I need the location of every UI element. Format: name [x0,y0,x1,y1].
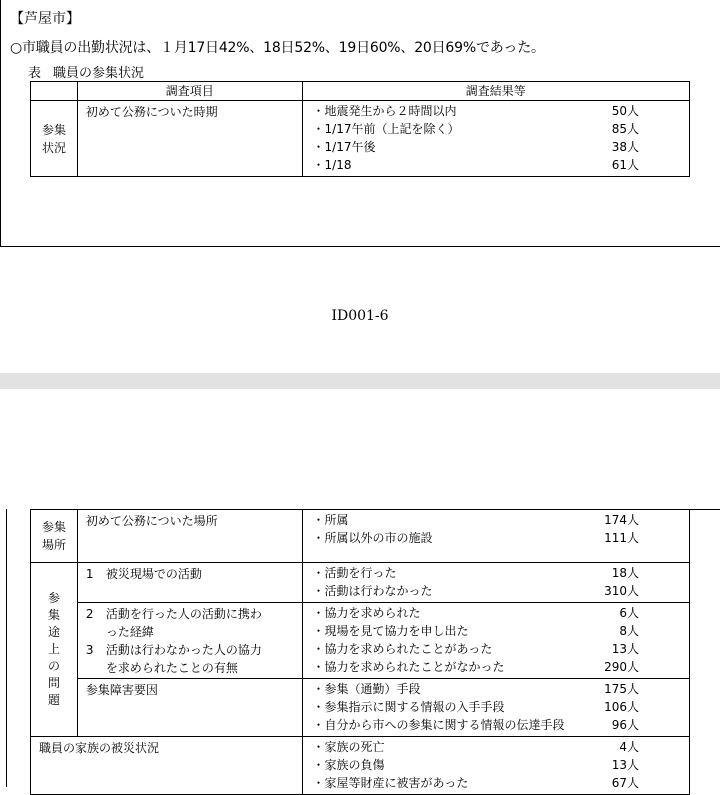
item-line [86,605,302,623]
result-count: 106人 [604,700,639,714]
result-cell [302,563,689,603]
item-cell: 参集障害要因 [77,679,302,737]
result-row [313,604,689,622]
table-row [31,510,690,563]
result-label: ・現場を見て協力を申し出た [312,624,469,638]
table-row [31,101,690,177]
result-row [313,716,689,734]
result-count: 13人 [611,642,639,656]
result-count: 174人 [604,513,639,527]
item-line [86,641,302,659]
result-label: ・家族の死亡 [312,740,385,754]
table-row [31,603,690,679]
item-label: 被災現場での活動 [105,567,202,581]
item-number: 1 [85,567,94,581]
table-row [31,679,690,737]
result-label: ・活動は行わなかった [312,584,433,598]
result-row [313,738,689,756]
item-line: を求められたことの有無 [105,661,238,675]
result-row [313,622,689,640]
result-label: ・自分から市への参集に関する情報の伝達手段 [312,718,565,732]
assembly-status-table [30,81,690,177]
table-row [31,563,690,603]
result-row [313,698,689,716]
result-count: 13人 [611,758,639,772]
result-label: ・参集指示に関する情報の入手手段 [312,700,505,714]
result-label: ・地震発生から２時間以内 [312,104,457,118]
category-cell [31,510,78,563]
result-row [313,582,689,600]
result-label: ・所属以外の市の施設 [312,531,433,545]
lower-page-left-border [6,509,7,787]
item-cell [77,563,302,603]
item-cell [77,603,302,679]
lower-page-top-border [690,509,720,510]
result-row [313,774,689,792]
result-row [313,680,689,698]
caption-title: 職員の参集状況 [53,66,145,81]
item-label: 活動を行った人の活動に携わ [105,607,262,621]
result-label: ・1/17午後 [312,140,376,154]
item-cell: 初めて公務についた場所 [77,510,302,563]
item-label: 活動は行わなかった人の協力 [105,643,262,657]
result-label: ・協力を求められたことがあった [312,642,493,656]
result-count: 50人 [611,104,639,118]
header-item: 調査項目 [77,82,302,101]
result-cell [302,679,689,737]
result-row [313,120,689,138]
item-cell: 初めて公務についた時期 [77,101,302,177]
result-cell [302,510,689,563]
result-row [313,640,689,658]
category-char: 問 [47,676,60,690]
caption-prefix: 表 [28,66,42,81]
item-number: 2 [85,607,94,621]
category-line: 場所 [41,538,66,552]
result-count: 8人 [619,624,639,638]
result-row [313,529,689,547]
table-header-row [31,82,690,101]
table-caption [28,62,156,81]
result-count: 111人 [604,531,639,545]
result-row [313,138,689,156]
result-row [313,564,689,582]
result-label: ・参集（通勤）手段 [312,682,421,696]
table-row [31,737,690,795]
page-separator [0,373,720,389]
category-char: の [47,659,60,673]
city-header: 【芦屋市】 [10,11,80,27]
item-number: 3 [85,643,94,657]
result-count: 175人 [604,682,639,696]
upper-page [0,0,720,248]
category-char: 題 [47,693,60,707]
result-label: ・1/17午前（上記を除く） [312,122,460,136]
result-cell [302,603,689,679]
result-row [313,658,689,676]
result-count: 67人 [611,776,639,790]
assembly-details-table [30,509,690,795]
category-char: 途 [47,625,60,639]
attendance-statement: ○市職員の出勤状況は、１月17日42%、18日52%、19日60%、20日69%であった。 [10,40,545,56]
header-spacer [31,82,78,101]
category-char: 参 [47,591,60,605]
result-cell [302,737,689,795]
result-count: 61人 [611,158,639,172]
result-count: 6人 [619,606,639,620]
category-line: 参集 [41,122,66,137]
result-count: 310人 [604,584,639,598]
category-char: 集 [47,608,60,622]
result-count: 96人 [611,718,639,732]
result-count: 290人 [604,660,639,674]
result-label: ・家族の負傷 [312,758,385,772]
result-label: ・協力を求められた [312,606,421,620]
item-cell: 職員の家族の被災状況 [31,737,303,795]
result-cell [302,101,689,177]
result-row [313,511,689,529]
category-line: 参集 [41,520,66,534]
result-count: 4人 [619,740,639,754]
result-count: 85人 [611,122,639,136]
category-line: 状況 [41,140,66,155]
item-line: った経緯 [105,625,154,639]
result-label: ・1/18 [312,158,352,172]
category-cell [31,101,78,177]
result-count: 38人 [611,140,639,154]
result-label: ・所属 [312,513,349,527]
result-row [313,156,689,174]
result-label: ・家屋等財産に被害があった [312,776,469,790]
category-cell-vertical [31,563,78,737]
result-row [313,102,689,120]
page-number: ID001-6 [331,308,389,324]
header-result: 調査結果等 [302,82,689,101]
result-row [313,756,689,774]
result-count: 18人 [611,566,639,580]
category-char: 上 [47,642,60,656]
result-label: ・協力を求められたことがなかった [312,660,505,674]
result-label: ・活動を行った [312,566,397,580]
